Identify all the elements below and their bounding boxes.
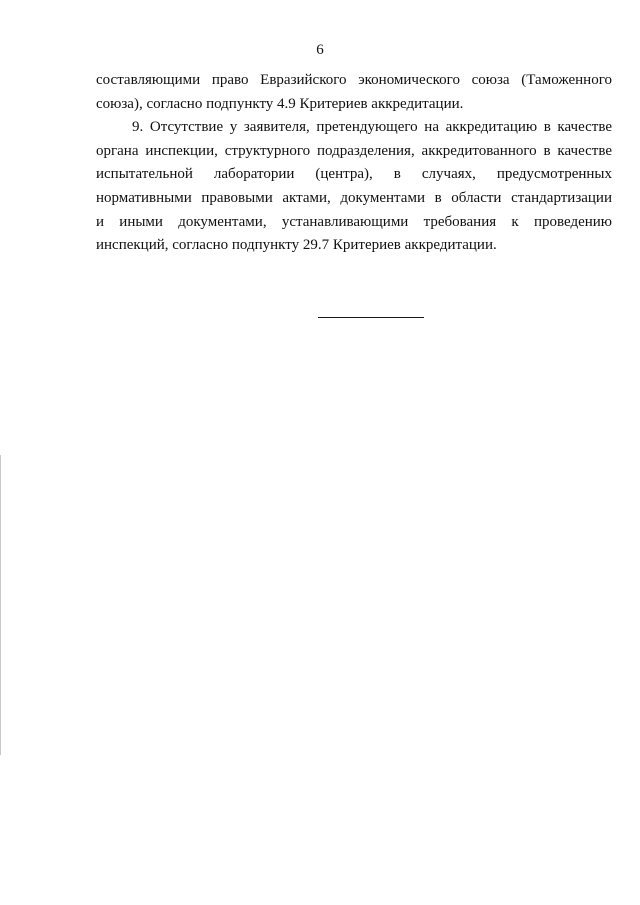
text-line: нормативными правовыми актами, документами в области стандартизации bbox=[96, 189, 612, 206]
page-number: 6 bbox=[316, 42, 324, 58]
text-line: инспекций, согласно подпункту 29.7 Критериев аккредитации. bbox=[96, 237, 497, 254]
text-line: испытательной лаборатории (центра), в случаях, предусмотренных bbox=[96, 166, 612, 183]
text-line: и иными документами, устанавливающими требования к проведению bbox=[96, 213, 612, 230]
text-line: составляющими право Евразийского экономического союза (Таможенного bbox=[96, 72, 612, 88]
paragraph-continuation bbox=[96, 69, 612, 116]
document-body bbox=[96, 69, 612, 258]
scan-edge-mark bbox=[0, 455, 1, 755]
text-line: 9. Отсутствие у заявителя, претендующего на аккредитацию в качестве bbox=[132, 119, 612, 136]
end-separator-line bbox=[318, 317, 424, 318]
text-line: органа инспекции, структурного подразделения, аккредитованного в качестве bbox=[96, 142, 612, 159]
text-line: союза), согласно подпункту 4.9 Критериев аккредитации. bbox=[96, 95, 464, 112]
paragraph-item-9 bbox=[96, 116, 612, 258]
